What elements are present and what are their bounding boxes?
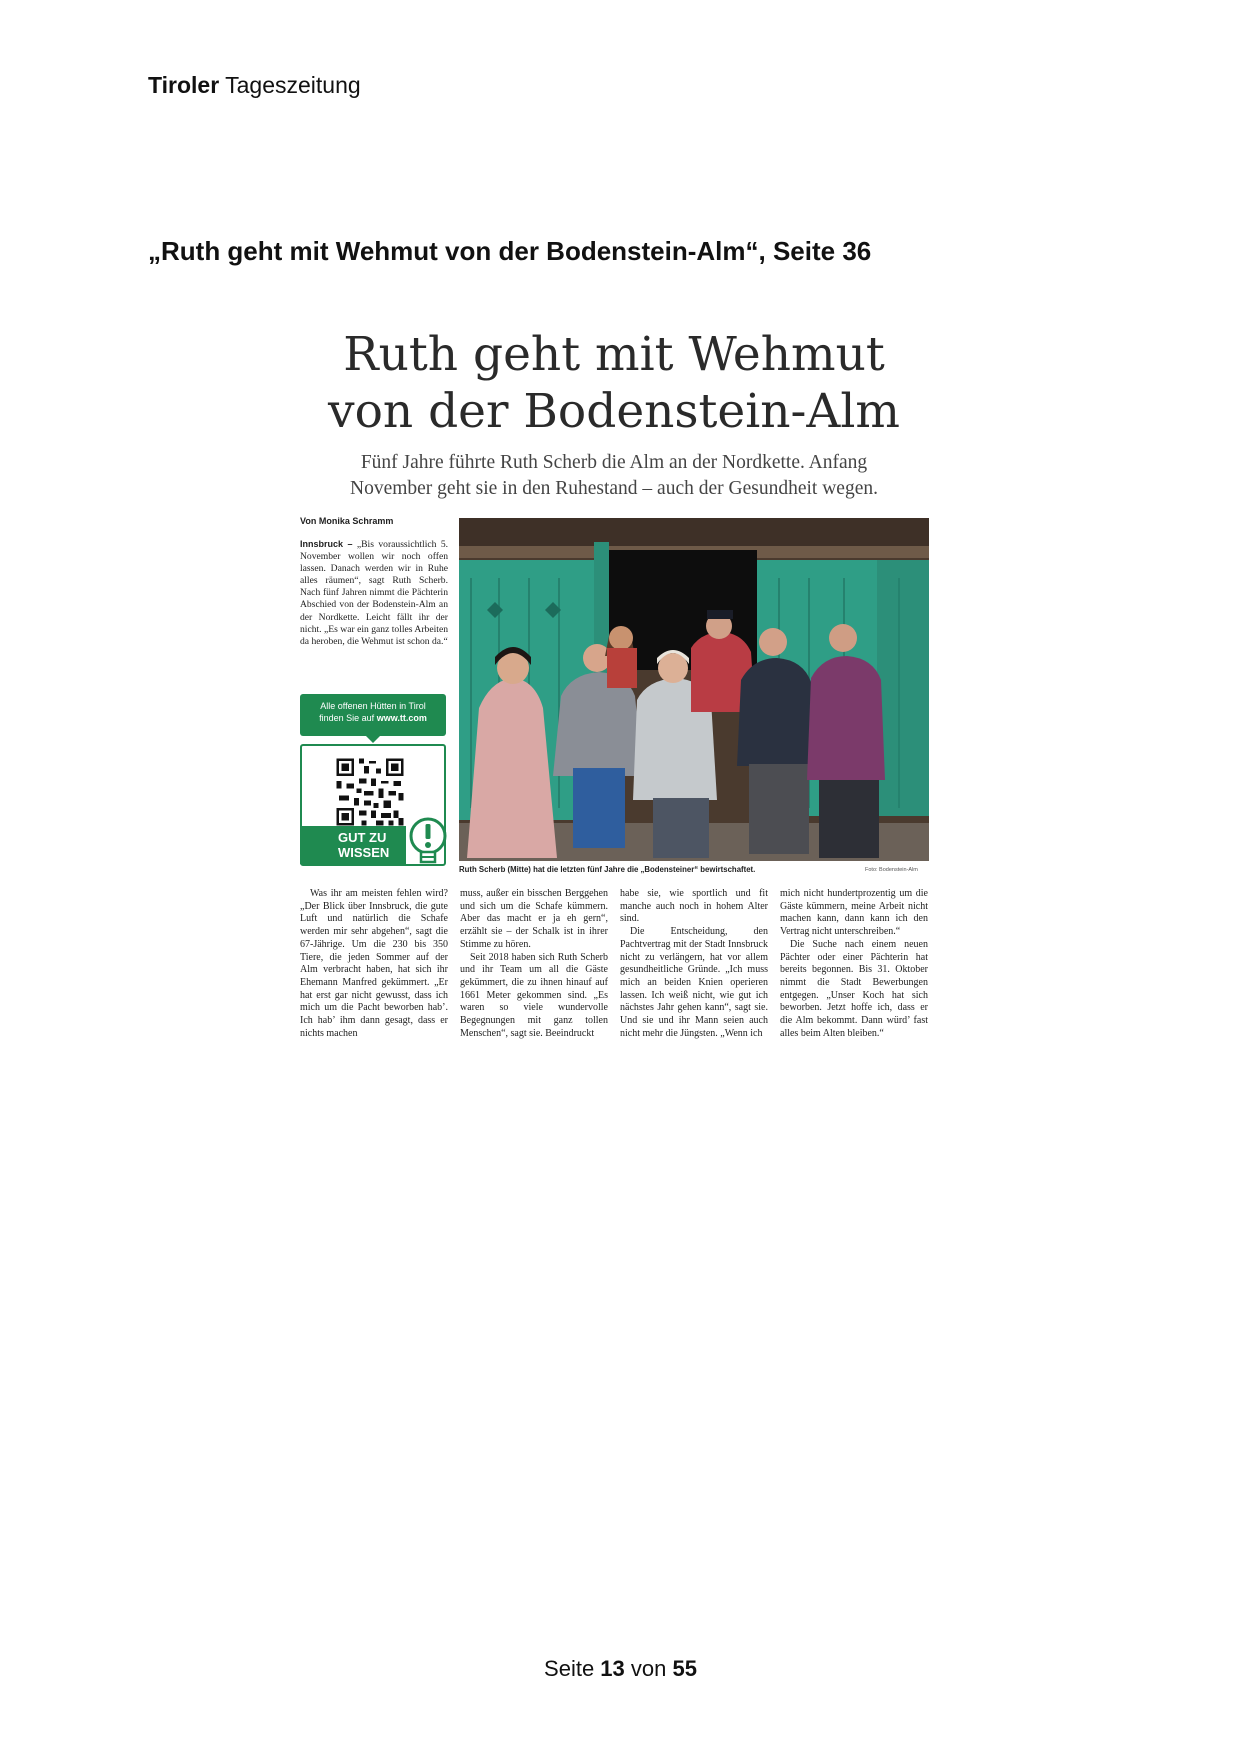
- wissen-text: WISSEN: [338, 845, 390, 860]
- article-column-3: [620, 888, 768, 1040]
- lead-place: Innsbruck –: [300, 539, 353, 549]
- photo-caption: Ruth Scherb (Mitte) hat die letzten fünf Jahre die „Bodensteiner“ bewirtschaftet.: [459, 865, 756, 874]
- column-1-paragraph-1: Was ihr am meisten fehlen wird? „Der Blick über Innsbruck, die gute Luft und natürlich die Schafe werden mir sehr abgehen“, sagt die 67-Jährige. Um die 230 bis 350 Tiere, die jeden Sommer auf der Alm verbracht haben, hat sich ihr Ehemann Manfred gekümmert. „Er hat erst gar nicht gewusst, dass ich mich um die Pacht beworben hab’. Ich hab’ ihm dann gesagt, dass er nichts machen: [300, 888, 448, 1039]
- article-title: [298, 326, 930, 440]
- column-3-paragraph-1: habe sie, wie sportlich und fit manche auch noch in hohem Alter sind.: [620, 888, 768, 925]
- article-title-line1: Ruth geht mit Wehmut: [343, 327, 885, 382]
- page-headline: „Ruth geht mit Wehmut von der Bodenstein-Alm“, Seite 36: [148, 236, 872, 266]
- lead-paragraph: [300, 538, 448, 648]
- article-title-line2: von der Bodenstein-Alm: [328, 384, 900, 439]
- article-subtitle: [298, 450, 930, 502]
- article-subtitle-line2: November geht sie in den Ruhestand – auch der Gesundheit wegen.: [350, 478, 878, 499]
- column-2-paragraph-2: Seit 2018 haben sich Ruth Scherb und ihr Team um all die Gäste gekümmert, die zu ihnen hinauf auf 1661 Meter gekommen sind. „Es waren so viele wundervolle Begegnungen mit ganz tollen Menschen“, sagt sie. Beeindruckt: [460, 951, 608, 1039]
- footer-total-pages: 55: [672, 1656, 697, 1681]
- article-column-4: [780, 888, 928, 1040]
- info-box-line1: Alle offenen Hütten in Tirol: [320, 701, 426, 711]
- info-box-link[interactable]: www.tt.com: [376, 713, 427, 723]
- footer-page-number: 13: [600, 1656, 625, 1681]
- article-column-1: [300, 888, 448, 1040]
- column-3-paragraph-2: Die Entscheidung, den Pachtvertrag mit der Stadt Innsbruck nicht zu verlängern, hat vor allem gesundheitliche Gründe. „Ich muss mich an beiden Knien operieren lassen. Ich weiß nicht, wie gut ich nächstes Jahr gehen kann“, sagt sie. Und sie und ihr Mann seien auch nicht mehr die Jüngsten. „Wenn ich: [620, 926, 768, 1039]
- article-column-2: [460, 888, 608, 1040]
- lead-text: „Bis voraussichtlich 5. November wollen wir noch offen lassen. Danach werden wir in Ruhe alles räumen“, sagt Ruth Scherb. Nach fünf Jahren nimmt die Pächterin Abschied von der Bodenstein-Alm an der Nordkette. Leicht fällt ihr der nicht. „Es war ein ganz tolles Arbeiten da heroben, die Wehmut ist schon da.“: [300, 539, 449, 647]
- photo-credit: Foto: Bodenstein-Alm: [865, 867, 918, 873]
- gut-zu-wissen-label: [300, 826, 406, 864]
- masthead: [148, 72, 361, 99]
- column-4-paragraph-2: Die Suche nach einem neuen Pächter oder einer Pächterin hat bereits begonnen. Bis 31. Oktober nimmt die Stadt Bewerbungen entgegen. „Unser Koch hat sich beworben. Jetzt hoffe ich, dass er die Alm bekommt. Dann würd’ fast alles beim Alten bleiben.“: [780, 938, 928, 1039]
- info-box-text: finden Sie auf: [319, 713, 377, 723]
- column-4-paragraph-1: mich nicht hundertprozentig um die Gäste kümmern, meine Arbeit nicht machen kann, dann kann ich den Vertrag nicht unterschreiben.“: [780, 888, 928, 938]
- info-box-pointer: [366, 736, 380, 743]
- byline: Von Monika Schramm: [300, 516, 394, 526]
- info-box: [300, 694, 446, 736]
- column-2-paragraph-1: muss, außer ein bisschen Berggehen und sich um die Schafe kümmern. Aber das macht er ja eh gern“, erzählt sie – der Schalk ist in ihrer Stimme zu hören.: [460, 888, 608, 950]
- info-box-line2: [300, 712, 446, 724]
- lightbulb-icon: [406, 816, 450, 868]
- footer-middle: von: [624, 1656, 673, 1681]
- qr-code-icon[interactable]: [334, 756, 406, 828]
- masthead-rest: Tageszeitung: [225, 72, 361, 98]
- footer-prefix: Seite: [544, 1656, 601, 1681]
- newspaper-clipping: [298, 326, 930, 1071]
- gut-zu-text: GUT ZU: [338, 830, 387, 845]
- masthead-bold: Tiroler: [148, 72, 220, 98]
- article-subtitle-line1: Fünf Jahre führte Ruth Scherb die Alm an der Nordkette. Anfang: [360, 452, 868, 473]
- alm-team-photo: [459, 518, 929, 861]
- page-footer: [0, 1656, 1241, 1682]
